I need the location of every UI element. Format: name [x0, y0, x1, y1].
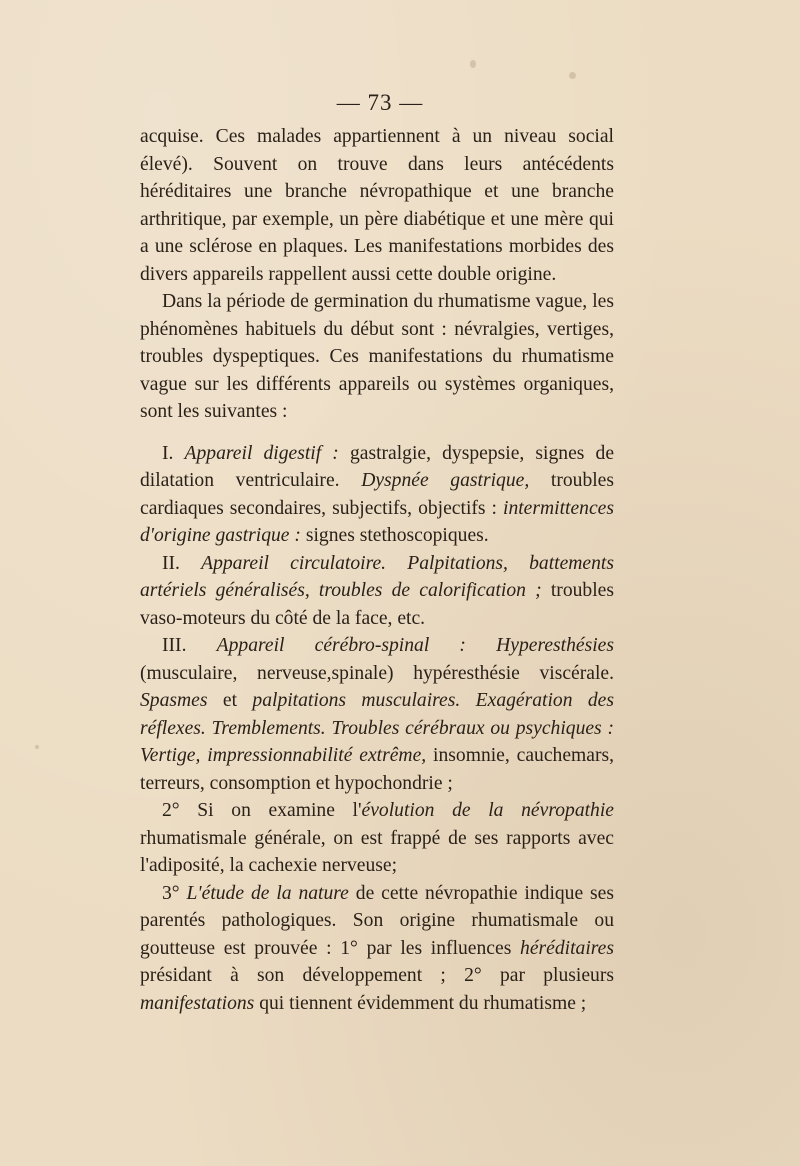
text-run: rhumatismale générale, on est frappé de ses rapports avec l'adiposité, la cachexie nerveuse; — [140, 827, 614, 876]
text-run: 2° Si on examine l' — [162, 800, 362, 821]
paragraph-evolution — [140, 797, 614, 880]
body-text — [140, 123, 614, 1017]
section-numeral: I. — [162, 442, 185, 464]
text-run: insomnie, cauchemars, terreurs, consomption et hypochondrie ; — [140, 745, 615, 794]
text-run: troubles cardiaques secondaires, subjectifs, objectifs : — [140, 470, 615, 519]
emphasis: héréditaires — [520, 937, 614, 959]
text-run: 3° — [162, 882, 187, 904]
paper-stain — [470, 60, 476, 68]
text-run: (musculaire, nerveuse,spinale) hypéresthésie viscérale. — [140, 662, 614, 684]
paper-stain — [35, 745, 39, 749]
paragraph-cerebrospinal — [140, 632, 614, 797]
paragraph-circulatory — [140, 550, 614, 633]
emphasis: palpitations musculaires. Exagération des réflexes. Tremblements. Troubles cérébraux ou psychiques : Vertige, impressionnabilité extrême, — [140, 690, 615, 766]
text-run: signes stethoscopiques. — [300, 525, 489, 546]
paragraph-continuation: acquise. Ces malades appartiennent à un niveau social élevé). Souvent on trouve dans leurs antécédents héréditaires une branche névropathique et une branche arthritique, par exemple, un père diabétique et une mère qui a une sclérose en plaques. Les manifestations morbides des divers appareils rappellent aussi cette double origine. — [140, 126, 614, 285]
text-run: de cette névropathie indique ses parentés pathologiques. Son origine rhumatismale ou goutteuse est prouvée : 1° par les influences — [140, 882, 615, 959]
section-heading: Appareil circulatoire. Palpitations, battements artériels généralisés, troubles de calorification ; — [140, 552, 614, 601]
text-run: présidant à son développement ; 2° par plusieurs — [140, 965, 614, 986]
section-numeral: III. — [162, 635, 217, 656]
emphasis: intermittences d'origine gastrique : — [140, 497, 614, 546]
text-run: gastralgie, dyspepsie, signes de dilatation ventriculaire. — [140, 442, 615, 491]
paper-stain — [569, 72, 576, 79]
paragraph-germination: Dans la période de germination du rhumatisme vague, les phénomènes habituels du début sont : névralgies, vertiges, troubles dyspeptiques. Ces manifestations du rhumatisme vague sur les différents appareils ou systèmes organiques, sont les suivantes : — [140, 291, 614, 422]
paragraph-digestive — [140, 440, 614, 550]
text-run: qui tiennent évidemment du rhumatisme ; — [254, 992, 587, 1014]
paragraph-nature — [140, 880, 614, 1018]
text-run: troubles vaso-moteurs du côté de la face, etc. — [140, 580, 614, 629]
section-numeral: II. — [162, 552, 202, 574]
emphasis: manifestations — [140, 992, 255, 1014]
emphasis: évolution de la névropathie — [361, 800, 614, 821]
page-number: — 73 — — [336, 90, 424, 115]
emphasis: L'étude de la nature — [186, 882, 349, 904]
section-heading: Appareil digestif : — [184, 442, 339, 464]
emphasis: Spasmes — [140, 690, 208, 711]
emphasis: Dyspnée gastrique, — [361, 470, 530, 491]
text-run: et — [207, 690, 253, 711]
section-heading: Appareil cérébro-spinal : Hyperesthésies — [216, 635, 614, 656]
